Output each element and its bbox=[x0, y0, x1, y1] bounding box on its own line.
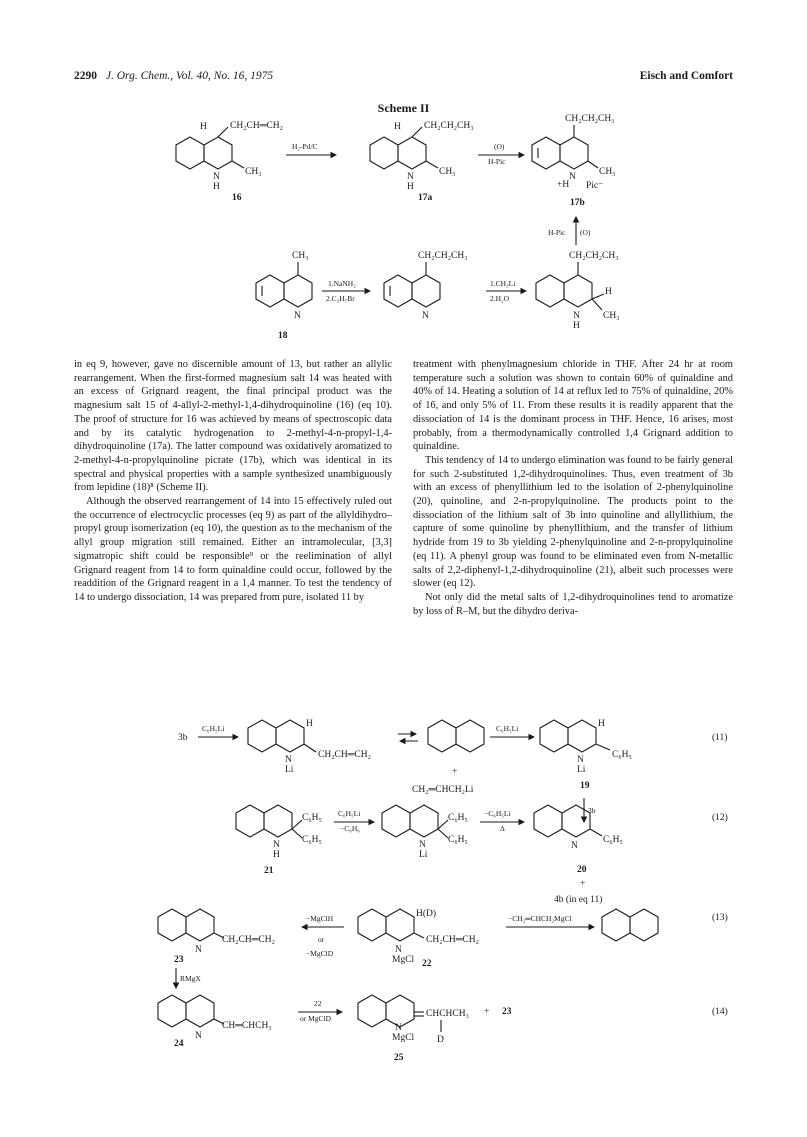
propyl-group: CH₂CH₂CH₃ bbox=[565, 114, 615, 124]
n-label: N bbox=[395, 945, 402, 955]
picrate-anion: Pic⁻ bbox=[586, 181, 604, 191]
propyl-group: CH₂CH₂CH₃ bbox=[424, 121, 474, 131]
reagent-top: C₆H₅Li bbox=[338, 809, 361, 818]
hydrogenation-reagent: H₂-Pd/C bbox=[292, 142, 318, 151]
allyl-grignard-elimination: −CH₂═CHCH₂MgCl bbox=[508, 914, 572, 923]
methyl-group: CH₃ bbox=[603, 311, 620, 321]
h-label: H bbox=[605, 287, 612, 297]
methylation-reagent-2: 2.H₂O bbox=[490, 294, 510, 303]
phenyl-group: C₆H₅ bbox=[612, 750, 632, 760]
reagent: C₆H₅Li bbox=[202, 724, 225, 733]
n-label: N bbox=[395, 1023, 402, 1033]
equation-13 bbox=[158, 908, 728, 988]
equation-number: (11) bbox=[712, 733, 728, 743]
compound-3b: 3b bbox=[178, 733, 188, 743]
compound-17b bbox=[532, 114, 616, 208]
byproduct-4b: 4b (in eq 11) bbox=[554, 895, 603, 905]
propyl-group: CH₂CH₂CH₃ bbox=[569, 251, 619, 261]
nh-label: H bbox=[273, 850, 280, 860]
equation-number: (13) bbox=[712, 913, 728, 923]
n-label: N bbox=[195, 1031, 202, 1041]
picric-acid-reagent: H-Pic bbox=[488, 157, 506, 166]
right-text-column bbox=[413, 358, 733, 618]
compound-19-label: 19 bbox=[580, 781, 590, 791]
methyl-group: CH₃ bbox=[439, 167, 456, 177]
scheme-title: Scheme II bbox=[377, 101, 430, 115]
compound-24-label: 24 bbox=[174, 1039, 184, 1049]
compound-18 bbox=[256, 251, 312, 341]
h-label: H bbox=[598, 719, 605, 729]
compound-23-label: 23 bbox=[174, 955, 184, 965]
hd-label: H(D) bbox=[416, 909, 437, 919]
dihydro-ring bbox=[204, 137, 232, 169]
n-label: N bbox=[577, 755, 584, 765]
paragraph: treatment with phenylmagnesium chloride in THF. After 24 hr at room temperature such a solution was shown to contain 60% of quinaldine and 40% of 14. Heating a solution of 14 at reflux led to 75% of quinaldine, 20% of 16, and only 5% of 11. From these results it is readily apparent that the dissociation of 14 is the dominant process in THF. Hence, 16 arises, most probably, from a thermodynamically controlled 1,4 Grignard addition to quinaldine. bbox=[413, 359, 733, 453]
paragraph: This tendency of 14 to undergo elimination was found to be fairly general for such 2-substituted 1,2-dihydroquinolines. Thus, even treatment of 3b with an excess of phenyllithium led to the isolation of 2-phenylquinoline (20), quinoline, and 2-n-propylquinoline. The products point to the dissociation of the lithium salt of 3b into quinoline and allyllithium, the capture of some quinoline by phenyllithium, and the transfer of lithium hydride from 19 to 3b yielding 2-phenylquinoline and 2-n-propylquinoline (eq 11). A phenyl group was found to be eliminated even from N-metallic salts of 2,2-diphenyl-1,2-dihydroquinoline (21), albeit such processes were slower (eq 12). bbox=[413, 454, 733, 590]
left-text-column bbox=[74, 358, 392, 605]
n-label: N bbox=[422, 311, 429, 321]
li-label: Li bbox=[577, 765, 586, 775]
plus-sign: + bbox=[484, 1007, 490, 1017]
alkylation-reagent-2: 2.C₃H₇Br bbox=[326, 294, 355, 303]
n-label: N bbox=[195, 945, 202, 955]
compound-17a-label: 17a bbox=[418, 193, 433, 203]
compound-22-label: 22 bbox=[422, 959, 432, 969]
compound-16-label: 16 bbox=[232, 193, 242, 203]
paragraph: Not only did the metal salts of 1,2-dihydroquinolines tend to aromatize by loss of R–M, but the dihydro deriva- bbox=[413, 591, 733, 617]
author-header: Eisch and Comfort bbox=[639, 70, 733, 82]
dihydro-propylquinoline bbox=[536, 251, 620, 331]
reagent-mgcld: or MgClD bbox=[300, 1014, 332, 1023]
li-label: Li bbox=[285, 765, 294, 775]
allyl-group: CH₂CH═CH₂ bbox=[222, 935, 275, 945]
reagent-22: 22 bbox=[314, 999, 322, 1008]
compound-21-label: 21 bbox=[264, 866, 274, 876]
n-label: N bbox=[294, 311, 301, 321]
oxidation-reagent: (O) bbox=[494, 142, 505, 151]
page-number: 2290 bbox=[74, 70, 97, 82]
compound-17b-label: 17b bbox=[570, 198, 585, 208]
grignard-reagent: RMgX bbox=[180, 974, 201, 983]
methyl-group: CH₃ bbox=[245, 167, 262, 177]
plus-sign: + bbox=[580, 879, 586, 889]
allyllithium: CH₂═CHCH₂Li bbox=[412, 785, 474, 795]
alkylation-reagent-1: 1.NaNH₂ bbox=[328, 279, 356, 288]
propylquinoline bbox=[384, 251, 468, 321]
journal-citation: J. Org. Chem., Vol. 40, No. 16, 1975 bbox=[105, 70, 274, 82]
nh-label: H bbox=[573, 321, 580, 331]
methyl-group: CH₃ bbox=[599, 167, 616, 177]
compound-20-label: 20 bbox=[577, 865, 587, 875]
elimination-top: −MgClH bbox=[306, 914, 334, 923]
compound-17a bbox=[370, 121, 474, 203]
equation-11 bbox=[178, 719, 727, 822]
up-arrow-oxidant: (O) bbox=[580, 228, 591, 237]
compound-16 bbox=[176, 121, 283, 203]
allyl-group: CH₂CH═CH₂ bbox=[318, 750, 371, 760]
equation-14 bbox=[158, 995, 728, 1063]
compound-18-label: 18 bbox=[278, 331, 288, 341]
protonated-n: +H bbox=[557, 180, 570, 190]
n-label: N bbox=[569, 172, 576, 182]
equation-number: (14) bbox=[712, 1007, 728, 1017]
phenyl-group: C₆H₅ bbox=[448, 813, 468, 823]
nh-label: H bbox=[213, 182, 220, 192]
up-arrow-reagent: H-Pic bbox=[548, 228, 566, 237]
allyl-group: CH₂CH═CH₂ bbox=[426, 935, 479, 945]
methylation-reagent-1: 1.CH₃Li bbox=[490, 279, 516, 288]
methyl-group: CH₃ bbox=[292, 251, 309, 261]
nh-label: H bbox=[407, 182, 414, 192]
paragraph: Although the observed rearrangement of 14 into 15 effectively ruled out the occurrence of electrocyclic processes (eq 9) as part of the allyldihydro–propyl group isomerization (eq 10), the question as to the mechanism of the allyl group migration still remained. Either an intramolecular, [3,3] sigmatropic shift could be responsible⁹ or the reelimination of allyl Grignard reagent from 14 to form quinaldine could occur, followed by the readdition of the Grignard reagent in a 1,4 manner. To test the tendency of 14 to undergo dissociation, 14 was prepared from pure, isolated 11 by bbox=[74, 496, 392, 603]
or-label: or bbox=[318, 935, 325, 944]
mgcl-label: MgCl bbox=[392, 955, 415, 965]
benzo-ring bbox=[176, 137, 204, 169]
compound-23-label: 23 bbox=[502, 1007, 512, 1017]
n-label: N bbox=[573, 311, 580, 321]
allyl-group: CH₂CH═CH₂ bbox=[230, 121, 283, 131]
down-reagent: 3b bbox=[588, 806, 596, 815]
mgcl-label: MgCl bbox=[392, 1033, 415, 1043]
elimination-bottom: −MgClD bbox=[306, 949, 334, 958]
deuterium-label: D bbox=[437, 1035, 444, 1045]
phenyl-group: C₆H₅ bbox=[302, 813, 322, 823]
n-label: N bbox=[571, 841, 578, 851]
reagent-bottom: −C₆H₆ bbox=[340, 824, 360, 833]
n-label: N bbox=[213, 172, 220, 182]
compound-25-label: 25 bbox=[394, 1053, 404, 1063]
reagent-2: C₆H₅Li bbox=[496, 724, 519, 733]
n-label: N bbox=[285, 755, 292, 765]
n-label: N bbox=[419, 840, 426, 850]
propyl-group: CH₂CH₂CH₃ bbox=[418, 251, 468, 261]
li-label: Li bbox=[419, 850, 428, 860]
h-label: H bbox=[394, 122, 401, 132]
elimination-reagent: −C₆H₅Li bbox=[484, 809, 511, 818]
phenyl-group: C₆H₅ bbox=[302, 835, 322, 845]
phenyl-group: C₆H₅ bbox=[603, 835, 623, 845]
heat-symbol: Δ bbox=[500, 824, 505, 833]
n-label: N bbox=[407, 172, 414, 182]
h-label: H bbox=[200, 122, 207, 132]
plus-sign: + bbox=[452, 767, 458, 777]
propenyl-group: CH═CHCH₃ bbox=[222, 1021, 272, 1031]
substituent-25: CHCHCH₃ bbox=[426, 1009, 469, 1019]
paragraph: in eq 9, however, gave no discernible amount of 13, but rather an allylic rearrangement. When the first-formed magnesium salt 14 was heated with an excess of Grignard reagent, the final principal product was the magnesium salt 15 of 4-allyl-2-methyl-1,4-dihydroquinoline (16) (eq 10). The proof of structure for 16 was achieved by means of spectroscopic data and by its catalytic hydrogenation to 2-methyl-4-n-propyl-1,4-dihydroquinoline (17a). The latter compound was oxidatively aromatized to 2-methyl-4-n-propylquinoline picrate (17b), which was identical in its spectral and physical properties with a sample synthesized unambiguously from lepidine (18)⁸ (Scheme II). bbox=[74, 359, 392, 494]
n-label: N bbox=[273, 840, 280, 850]
equation-number: (12) bbox=[712, 813, 728, 823]
h-label: H bbox=[306, 719, 313, 729]
phenyl-group: C₆H₅ bbox=[448, 835, 468, 845]
equation-12 bbox=[236, 805, 728, 905]
